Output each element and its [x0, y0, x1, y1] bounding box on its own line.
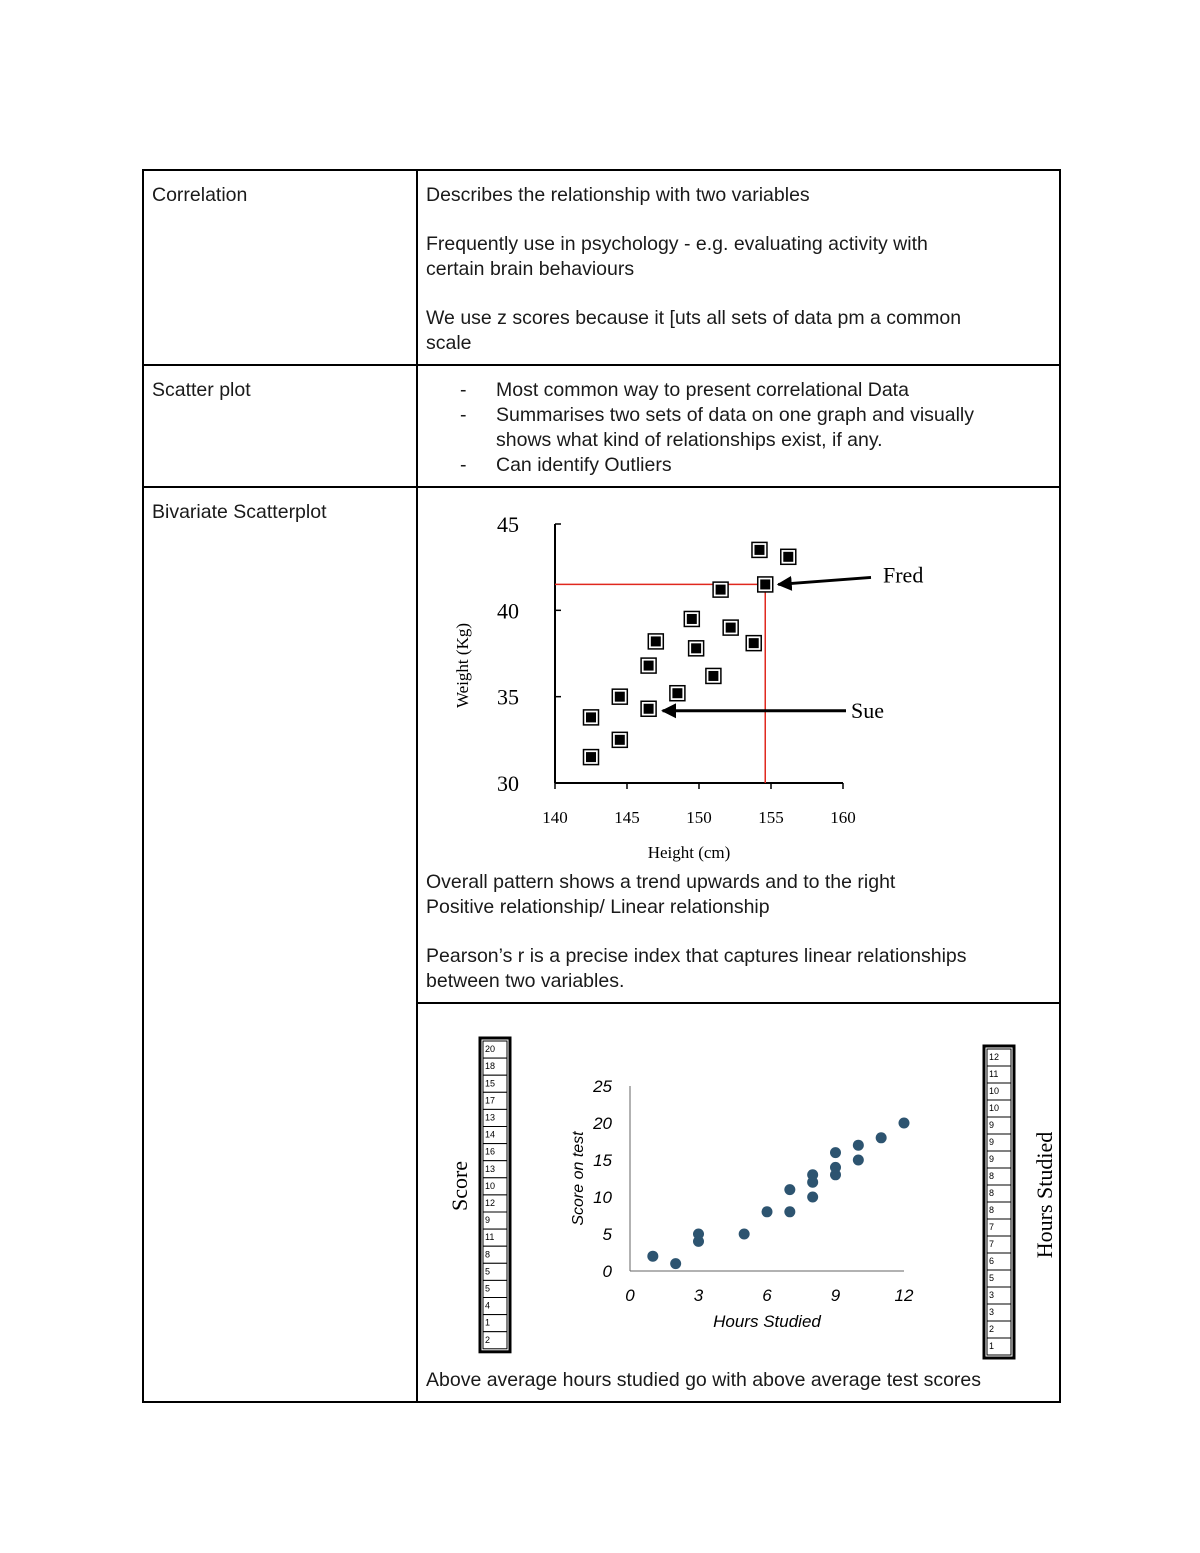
table-row: [143, 170, 1060, 365]
data-point: [739, 1229, 750, 1240]
hours-score-scatter: [426, 1020, 1056, 1358]
x-tick-label: 0: [625, 1286, 635, 1305]
table-cell-value: 18: [485, 1061, 496, 1072]
data-point-fill: [749, 638, 759, 648]
data-point: [899, 1118, 910, 1129]
data-point-fill: [760, 579, 770, 589]
fred-label: Fred: [883, 562, 924, 588]
data-point-fill: [615, 735, 625, 745]
table-cell-value: 8: [989, 1205, 995, 1215]
table-cell-value: 4: [485, 1300, 491, 1311]
table-cell-value: 13: [485, 1163, 496, 1174]
table-cell-value: 8: [989, 1188, 995, 1198]
data-point-fill: [615, 692, 625, 702]
table-cell-value: 6: [989, 1256, 995, 1266]
term-cell: [143, 170, 417, 365]
data-point: [853, 1140, 864, 1151]
table-cell-value: 10: [485, 1180, 496, 1191]
data-point-fill: [651, 636, 661, 646]
data-point-fill: [726, 623, 736, 633]
line-gap: [426, 920, 1051, 944]
table-cell-value: 2: [989, 1324, 995, 1334]
sue-label: Sue: [851, 697, 884, 723]
x-tick-label: 140: [542, 808, 568, 827]
data-point: [853, 1155, 864, 1166]
table-row: [143, 365, 1060, 487]
data-point: [830, 1162, 841, 1173]
data-point: [693, 1229, 704, 1240]
data-point-fill: [672, 688, 682, 698]
table-cell-value: 8: [485, 1249, 491, 1260]
data-point-fill: [754, 545, 764, 555]
hours-score-figure: [426, 1020, 1056, 1358]
x-tick-label: 3: [693, 1286, 704, 1305]
y-tick-label: 35: [497, 684, 519, 710]
table-cell-value: 15: [485, 1078, 496, 1089]
notes-table: [142, 169, 1061, 1403]
definition-cell: [417, 1003, 1060, 1402]
table-cell-value: 7: [989, 1222, 995, 1232]
list-item: [426, 453, 1051, 478]
text-line: Frequently use in psychology - e.g. evaluating activity with: [426, 233, 928, 255]
data-point-fill: [644, 704, 654, 714]
definition-cell: [417, 365, 1060, 487]
term-cell: [143, 365, 417, 487]
term-label: Bivariate Scatterplot: [152, 501, 327, 523]
x-tick-label: 6: [762, 1286, 772, 1305]
x-tick-label: 9: [830, 1286, 841, 1305]
x-axis-title: Hours Studied: [713, 1312, 821, 1331]
table-cell-value: 13: [485, 1112, 496, 1123]
y-axis-title: Score on test: [570, 1131, 587, 1226]
fred-arrow: [778, 577, 871, 584]
definition-cell: [417, 170, 1060, 365]
list-item: [426, 403, 1051, 453]
table-cell-value: 5: [485, 1266, 491, 1277]
table-cell-value: 9: [989, 1154, 995, 1164]
bullet-text: shows what kind of relationships exist, if any.: [496, 429, 883, 451]
data-point: [876, 1132, 887, 1143]
table-cell-value: 20: [485, 1044, 496, 1055]
y-axis-title: Weight (Kg): [453, 622, 472, 709]
y-tick-label: 30: [497, 771, 519, 796]
data-point-fill: [708, 671, 718, 681]
definition-cell: [417, 487, 1060, 1003]
x-tick-label: 160: [830, 808, 856, 827]
table-cell-value: 10: [989, 1103, 1000, 1113]
table-column-label: Score: [447, 1160, 472, 1212]
y-tick-label: 0: [602, 1262, 612, 1281]
data-point-fill: [687, 614, 697, 624]
data-point: [647, 1251, 658, 1262]
y-tick-label: 15: [593, 1151, 612, 1170]
x-tick-label: 145: [614, 808, 640, 827]
height-weight-figure: [428, 506, 924, 864]
y-tick-label: 45: [497, 512, 519, 537]
table-cell-value: 12: [989, 1052, 1000, 1062]
table-column-label: Hours Studied: [1032, 1131, 1057, 1259]
data-point: [670, 1258, 681, 1269]
x-axis-title: Height (cm): [647, 843, 731, 862]
x-tick-label: 150: [686, 808, 712, 827]
table-cell-value: 9: [989, 1120, 995, 1130]
term-label: Correlation: [152, 184, 248, 206]
x-tick-label: 155: [758, 808, 784, 827]
term-cell: [143, 487, 417, 1402]
dash-bullet: -: [460, 454, 467, 476]
data-point-fill: [644, 661, 654, 671]
data-point: [784, 1206, 795, 1217]
bullet-text: Can identify Outliers: [496, 454, 672, 476]
table-cell-value: 5: [485, 1283, 491, 1294]
data-point-fill: [716, 585, 726, 595]
table-cell-value: 10: [989, 1086, 1000, 1096]
table-cell-value: 9: [485, 1215, 491, 1226]
text-line: We use z scores because it [uts all sets of data pm a common: [426, 307, 962, 329]
text-line: Describes the relationship with two variables: [426, 184, 810, 206]
data-point-fill: [691, 643, 701, 653]
text-line: Positive relationship/ Linear relationship: [426, 896, 770, 918]
bullet-text: Summarises two sets of data on one graph and visually: [496, 404, 975, 426]
table-cell-value: 14: [485, 1129, 496, 1140]
table-cell-value: 3: [989, 1290, 995, 1300]
line-gap: [426, 282, 1051, 306]
data-point: [807, 1192, 818, 1203]
bullet-text: Most common way to present correlational Data: [496, 379, 909, 401]
table-cell-value: 2: [485, 1334, 491, 1345]
text-line: certain brain behaviours: [426, 258, 635, 280]
table-cell-value: 5: [989, 1273, 995, 1283]
term-label: Scatter plot: [152, 379, 251, 401]
y-tick-label: 10: [593, 1188, 612, 1207]
data-point: [762, 1206, 773, 1217]
table-cell-value: 12: [485, 1198, 496, 1208]
text-line: Pearson’s r is a precise index that captures linear relationships: [426, 945, 967, 967]
data-point: [784, 1184, 795, 1195]
table-cell-value: 11: [989, 1069, 999, 1079]
y-tick-label: 40: [497, 598, 519, 624]
x-tick-label: 12: [894, 1286, 914, 1305]
dash-bullet: -: [460, 404, 467, 426]
text-line: scale: [426, 332, 472, 354]
list-item: [426, 378, 1051, 403]
text-line: Overall pattern shows a trend upwards and to the right: [426, 871, 896, 893]
line-gap: [426, 208, 1051, 232]
table-cell-value: 16: [485, 1146, 496, 1157]
table-cell-value: 7: [989, 1239, 995, 1249]
dash-bullet: -: [460, 379, 467, 401]
table-cell-value: 17: [485, 1095, 496, 1106]
text-line: between two variables.: [426, 970, 625, 992]
y-tick-label: 20: [593, 1114, 612, 1133]
table-cell-value: 1: [989, 1341, 995, 1351]
table-cell-value: 11: [485, 1232, 495, 1243]
table-row: [143, 487, 1060, 1003]
data-point-fill: [586, 752, 596, 762]
table-cell-value: 9: [989, 1137, 995, 1147]
data-point-fill: [783, 552, 793, 562]
table-cell-value: 1: [485, 1317, 491, 1328]
bullet-list: [426, 378, 1051, 478]
table-cell-value: 8: [989, 1171, 995, 1181]
y-tick-label: 5: [602, 1225, 612, 1244]
data-point-fill: [586, 712, 596, 722]
y-tick-label: 25: [593, 1077, 612, 1096]
data-point: [830, 1147, 841, 1158]
height-weight-scatter: [428, 506, 924, 864]
table-cell-value: 3: [989, 1307, 995, 1317]
text-line: Above average hours studied go with above average test scores: [426, 1369, 982, 1391]
data-point: [807, 1169, 818, 1180]
